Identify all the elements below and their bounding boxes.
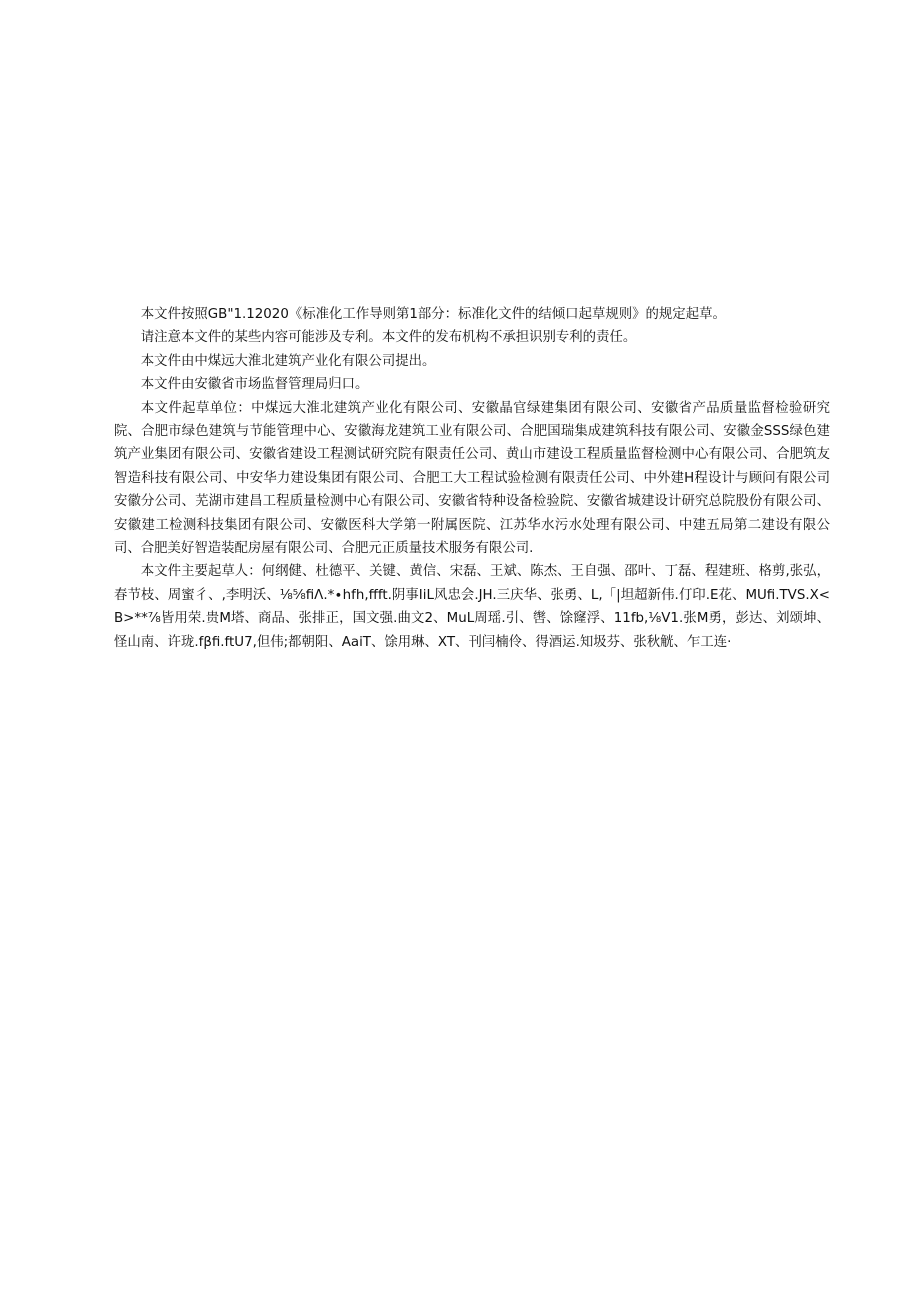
principal-drafters: 本文件主要起草人：何纲健、杜德平、关键、黄信、宋磊、王斌、陈杰、王自强、邵叶、丁磊、程建班、格剪,张弘，春节枝、周蜜彳、,李明沃、⅛⅝fiΛ.*∙hfh,ffft.阴事IiL风忠会.JH.三庆华、张勇、L,「|坦超新伟.仃印.E花、MUfi.TVS.X<B>**⅞皆用荣.贵M塔、商品、张排正，国文强.曲文2、MuL周瑶.引、辔、馀窿浮、11fb,⅛V1.张M勇，彭达、刘颂坤、怪山南、许珑.fβfi.ftU7,但伟;都朝阳、AaiT、馀用琳、XT、刊闫楠伶、得酒运.知圾芬、张秋觥、乍工连· <box>114 564 830 650</box>
patent-notice: 请注意本文件的某些内容可能涉及专利。本文件的发布机构不承担识别专利的责任。 <box>140 330 637 346</box>
foreword-section <box>114 303 830 654</box>
drafting-organizations: 本文件起草单位：中煤远大淮北建筑产业化有限公司、安徽晶官绿建集团有限公司、安徽省产品质量监督检验研究院、合肥市绿色建筑与节能管理中心、安徽海龙建筑工业有限公司、合肥国瑞集成建筑科技有限公司、安徽金SSS绿色建筑产业集团有限公司、安徽省建设工程测试研究院有限责任公司、黄山市建设工程质量监督检测中心有限公司、合肥筑友智造科技有限公司、中安华力建设集团有限公司、合肥工大工程试验检测有限责任公司、中外建H程设计与顾问有限公司安徽分公司、芜湖市建昌工程质量检测中心有限公司、安徽省特种设备检验院、安徽省城建设计研究总院股份有限公司、安徽建工检测科技集团有限公司、安徽医科大学第一附属医院、江苏华水污水处理有限公司、中建五局第二建设有限公司、合肥美好智造装配房屋有限公司、合肥元正质量技术服务有限公司. <box>114 400 830 557</box>
governing-authority-statement: 本文件由安徽省市场监督管理局归口。 <box>140 377 369 393</box>
drafting-standard-statement: 本文件按照GB"1.12020《标准化工作导则第1部分：标准化文件的结倾口起草规则》的规定起草。 <box>140 307 726 322</box>
proposer-statement: 本文件由中煤远大淮北建筑产业化有限公司提出。 <box>140 353 436 369</box>
